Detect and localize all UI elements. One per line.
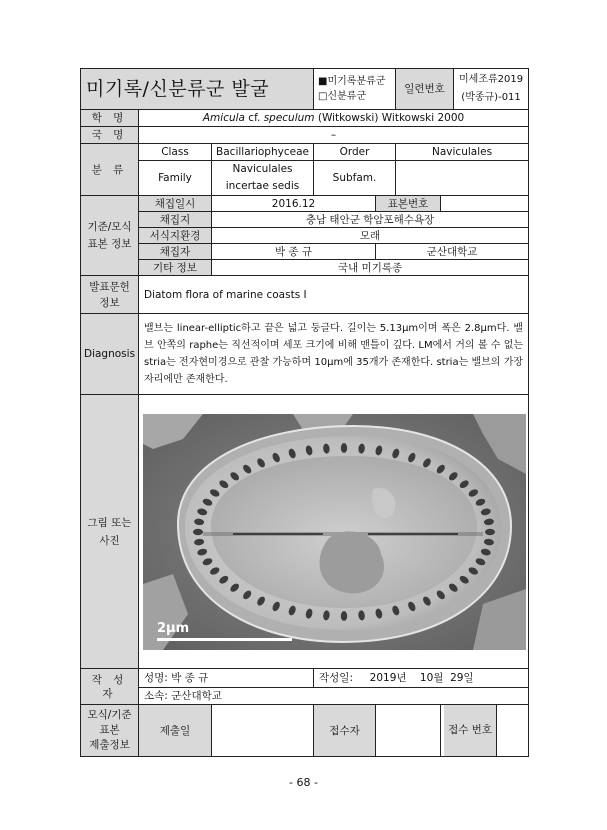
other-info-label: 기타 정보 [139,260,212,276]
specimen-no-value [441,196,529,212]
cf: cf. [244,112,264,124]
habitat-value: 모래 [212,228,529,244]
receipt-number [441,705,529,757]
locality-label: 채집지 [139,212,212,228]
family-label: Family [139,161,212,196]
order-label: Order [314,144,396,161]
subfam-label: Subfam. [314,161,396,196]
specimen-no-label: 표본번호 [376,196,441,212]
publication-value: Diatom flora of marine coasts I [139,276,529,314]
figure-label [81,395,139,669]
form-title: 미기록/신분류군 발굴 [81,69,314,110]
author-name: 성명: 박 종 규 [139,669,314,688]
option-unrecorded: ■미기록분류군 [318,76,386,87]
collector-affiliation: 군산대학교 [376,244,529,260]
figure-label-line1: 그림 또는 [87,516,132,529]
other-info-value: 국내 미기록종 [212,260,529,276]
author-affiliation: 소속: 군산대학교 [139,688,529,705]
page-number: - 68 - [289,776,318,789]
korean-name-value: – [139,127,529,144]
family-value: Naviculales incertae sedis [212,161,314,196]
habitat-label: 서식지환경 [139,228,212,244]
publication-label-line2: 정보 [99,296,120,309]
serial-label: 일련번호 [396,69,454,110]
submission-label-line3: 제출정보 [89,739,130,751]
areola [193,528,203,534]
submission-label-line2: 표본 [99,724,120,736]
genus: Amicula [202,112,245,124]
sem-micrograph [143,414,526,650]
publication-label [81,276,139,314]
author-label: 작 성 자 [81,669,139,705]
classification-label: 분 류 [81,144,139,196]
receipt-no-label: 접수 번호 [444,705,497,756]
scale-bar [157,638,292,641]
serial-value [454,69,529,110]
areola [341,611,347,621]
author-date: 작성일: 2019년 10월 29일 [314,669,529,688]
specimen-label-line2: 표본 정보 [87,237,132,250]
specimen-form [80,68,528,757]
receiver-value [376,705,441,757]
figure-cell [139,395,529,669]
collection-date-value: 2016.12 [212,196,376,212]
submission-label-line1: 모식/기준 [87,709,132,721]
submit-date-value [212,705,314,757]
publication-label-line1: 발표문헌 [89,280,130,293]
submission-label [81,705,139,757]
serial-value-line1: 미세조류2019 [459,74,524,85]
korean-name-label: 국 명 [81,127,139,144]
option-new: □신분류군 [318,91,367,102]
receiver-label: 접수자 [314,705,376,757]
scale-bar-label: 2μm [157,620,190,636]
order-value: Naviculales [396,144,529,161]
authority: (Witkowski) Witkowski 2000 [314,112,465,124]
areola [341,443,347,453]
figure-label-line2: 사진 [99,534,120,547]
specimen-label-line1: 기준/모식 [87,220,132,233]
species: speculum [263,112,315,124]
scientific-name-value [139,110,529,127]
specimen-info-label [81,196,139,276]
class-label: Class [139,144,212,161]
class-value: Bacillariophyceae [212,144,314,161]
collector-label: 채집자 [139,244,212,260]
serial-value-line2: (박종규)-011 [461,92,521,103]
option-box [314,69,396,110]
collection-date-label: 채집일시 [139,196,212,212]
scientific-name-label: 학 명 [81,110,139,127]
collector-value: 박 종 규 [212,244,376,260]
diagnosis-text: 밸브는 linear-elliptic하고 끝은 넓고 둥글다. 길이는 5.13μm이며 폭은 2.8μm다. 밸브 안쪽의 raphe는 직선적이며 세포 크기에 비해 맨틀이 깊다. LM에서 거의 볼 수 없는 stria는 전자현미경으로 관찰 가능하며 10μm에 35개가 존재한다. stria는 밸브의 가장자리에만 존재한다. [139,314,529,395]
locality-value: 충남 태안군 학암포해수욕장 [212,212,529,228]
subfam-value [396,161,529,196]
form-table [80,68,529,757]
diagnosis-label: Diagnosis [81,314,139,395]
areola [485,528,495,534]
submit-date-label: 제출일 [139,705,212,757]
